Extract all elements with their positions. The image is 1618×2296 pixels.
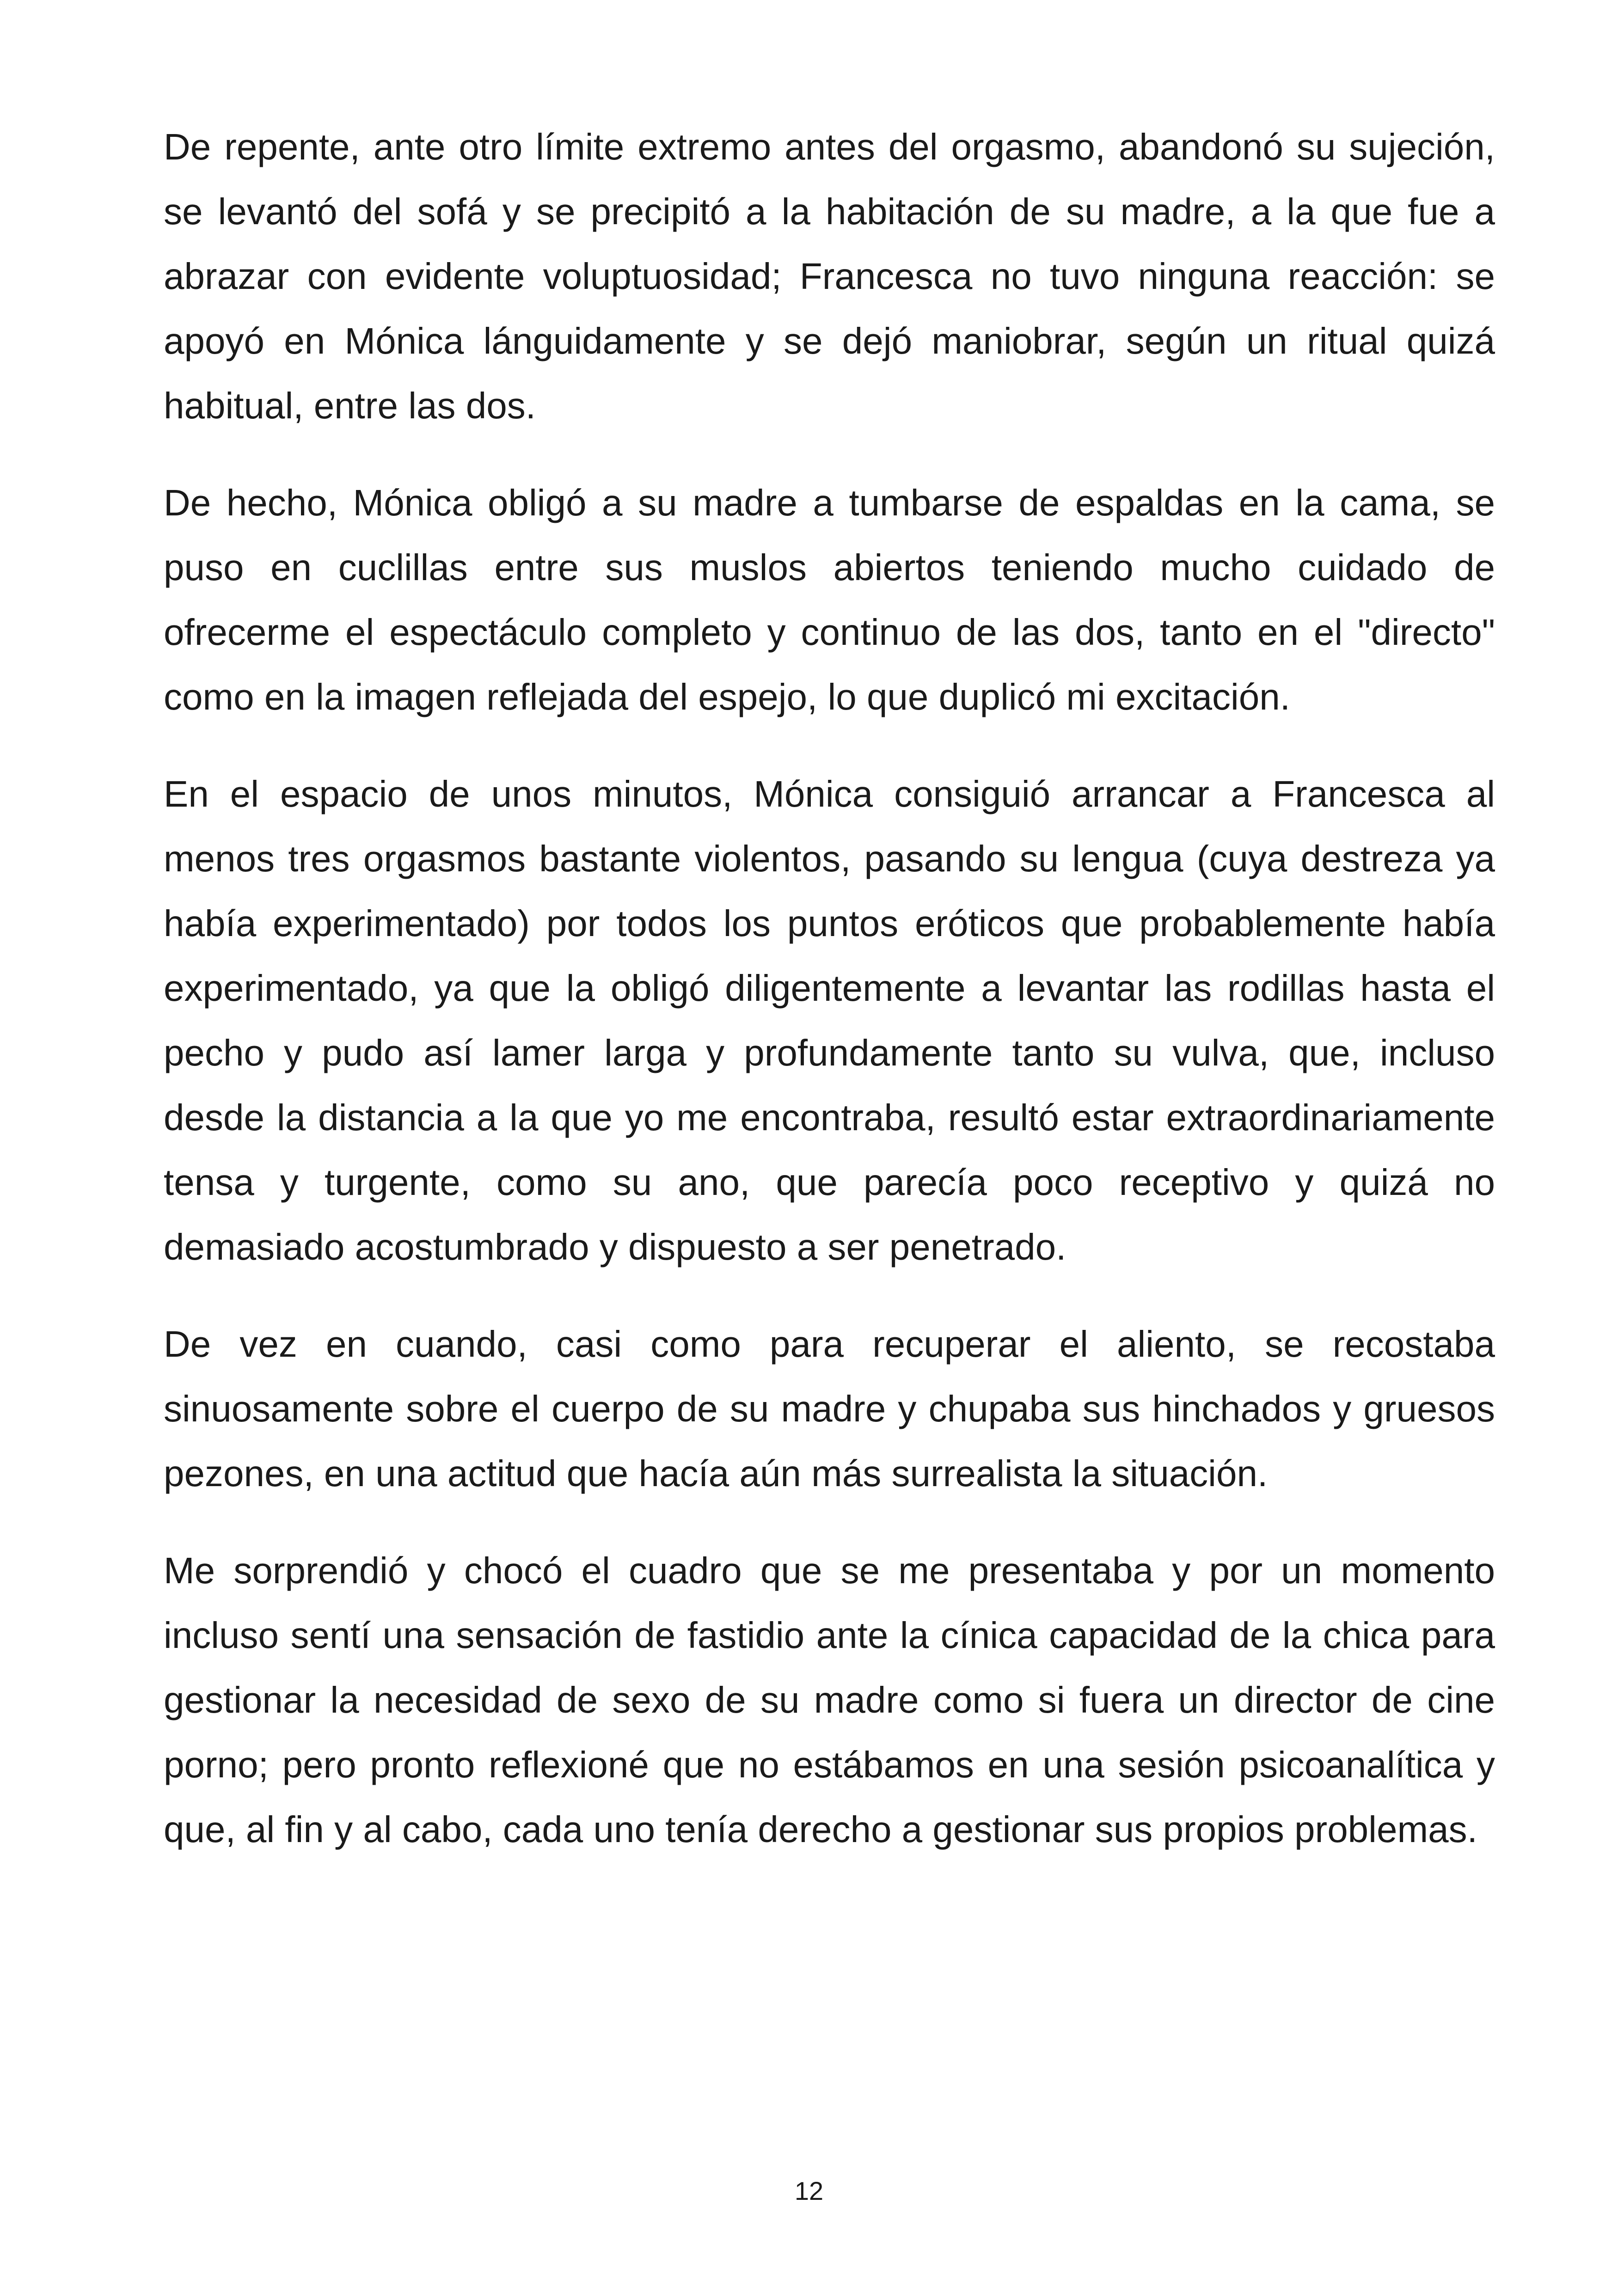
page-number: 12: [794, 2176, 824, 2205]
paragraph-2: De hecho, Mónica obligó a su madre a tumbarse de espaldas en la cama, se puso en cuclillas entre sus muslos abiertos teniendo mucho cuidado de ofrecerme el espectáculo completo y continuo de las dos, tanto en el "directo" como en la imagen reflejada del espejo, lo que duplicó mi excitación.: [164, 482, 1495, 717]
paragraph-4: De vez en cuando, casi como para recuperar el aliento, se recostaba sinuosamente sobre el cuerpo de su madre y chupaba sus hinchados y gruesos pezones, en una actitud que hacía aún más surrealista la situación.: [164, 1323, 1495, 1494]
body-text: [164, 115, 1495, 1894]
paragraph-3: En el espacio de unos minutos, Mónica consiguió arrancar a Francesca al menos tres orgasmos bastante violentos, pasando su lengua (cuya destreza ya había experimentado) por todos los puntos eróticos que probablemente había experimentado, ya que la obligó diligentemente a levantar las rodillas hasta el pecho y pudo así lamer larga y profundamente tanto su vulva, que, incluso desde la distancia a la que yo me encontraba, resultó estar extraordinariamente tensa y turgente, como su ano, que parecía poco receptivo y quizá no demasiado acostumbrado y dispuesto a ser penetrado.: [164, 773, 1495, 1267]
paragraph-5: Me sorprendió y chocó el cuadro que se me presentaba y por un momento incluso sentí una sensación de fastidio ante la cínica capacidad de la chica para gestionar la necesidad de sexo de su madre como si fuera un director de cine porno; pero pronto reflexioné que no estábamos en una sesión psicoanalítica y que, al fin y al cabo, cada uno tenía derecho a gestionar sus propios problemas.: [164, 1550, 1495, 1850]
paragraph-1: De repente, ante otro límite extremo antes del orgasmo, abandonó su sujeción, se levantó del sofá y se precipitó a la habitación de su madre, a la que fue a abrazar con evidente voluptuosidad; Francesca no tuvo ninguna reacción: se apoyó en Mónica lánguidamente y se dejó maniobrar, según un ritual quizá habitual, entre las dos.: [164, 126, 1495, 426]
